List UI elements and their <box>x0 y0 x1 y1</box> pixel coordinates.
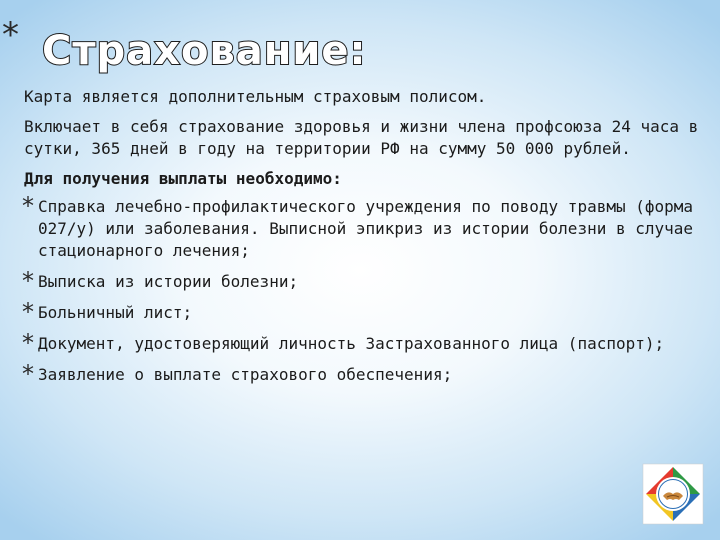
list-item-text: Справка лечебно-профилактического учреждения по поводу травмы (форма 027/у) или заболевания. Выписной эпикриз из истории болезни в случае стационарного лечения; <box>38 197 694 260</box>
asterisk-bullet-icon: * <box>22 192 34 220</box>
list-item-text: Больничный лист; <box>38 303 193 322</box>
slide-title: Страхование: <box>42 28 367 74</box>
trade-union-handshake-logo-icon <box>642 463 704 525</box>
asterisk-bullet-icon: * <box>22 267 34 295</box>
list-item <box>22 298 704 326</box>
list-item-text: Документ, удостоверяющий личность Застрахованного лица (паспорт); <box>38 334 665 353</box>
slide-body <box>24 86 704 395</box>
asterisk-bullet-icon: * <box>22 360 34 388</box>
requirements-heading: Для получения выплаты необходимо: <box>24 169 342 188</box>
list-item <box>22 360 704 388</box>
intro-paragraph: Карта является дополнительным страховым полисом. <box>24 87 487 106</box>
title-asterisk-icon: * <box>2 15 19 55</box>
asterisk-bullet-icon: * <box>22 298 34 326</box>
list-item-text: Заявление о выплате страхового обеспечения; <box>38 365 453 384</box>
list-item-text: Выписка из истории болезни; <box>38 272 299 291</box>
asterisk-bullet-icon: * <box>22 329 34 357</box>
coverage-paragraph: Включает в себя страхование здоровья и жизни члена профсоюза 24 часа в сутки, 365 дней в году на территории РФ на сумму 50 000 рублей. <box>24 117 699 158</box>
list-item <box>22 192 704 262</box>
list-item <box>22 267 704 295</box>
list-item <box>22 329 704 357</box>
